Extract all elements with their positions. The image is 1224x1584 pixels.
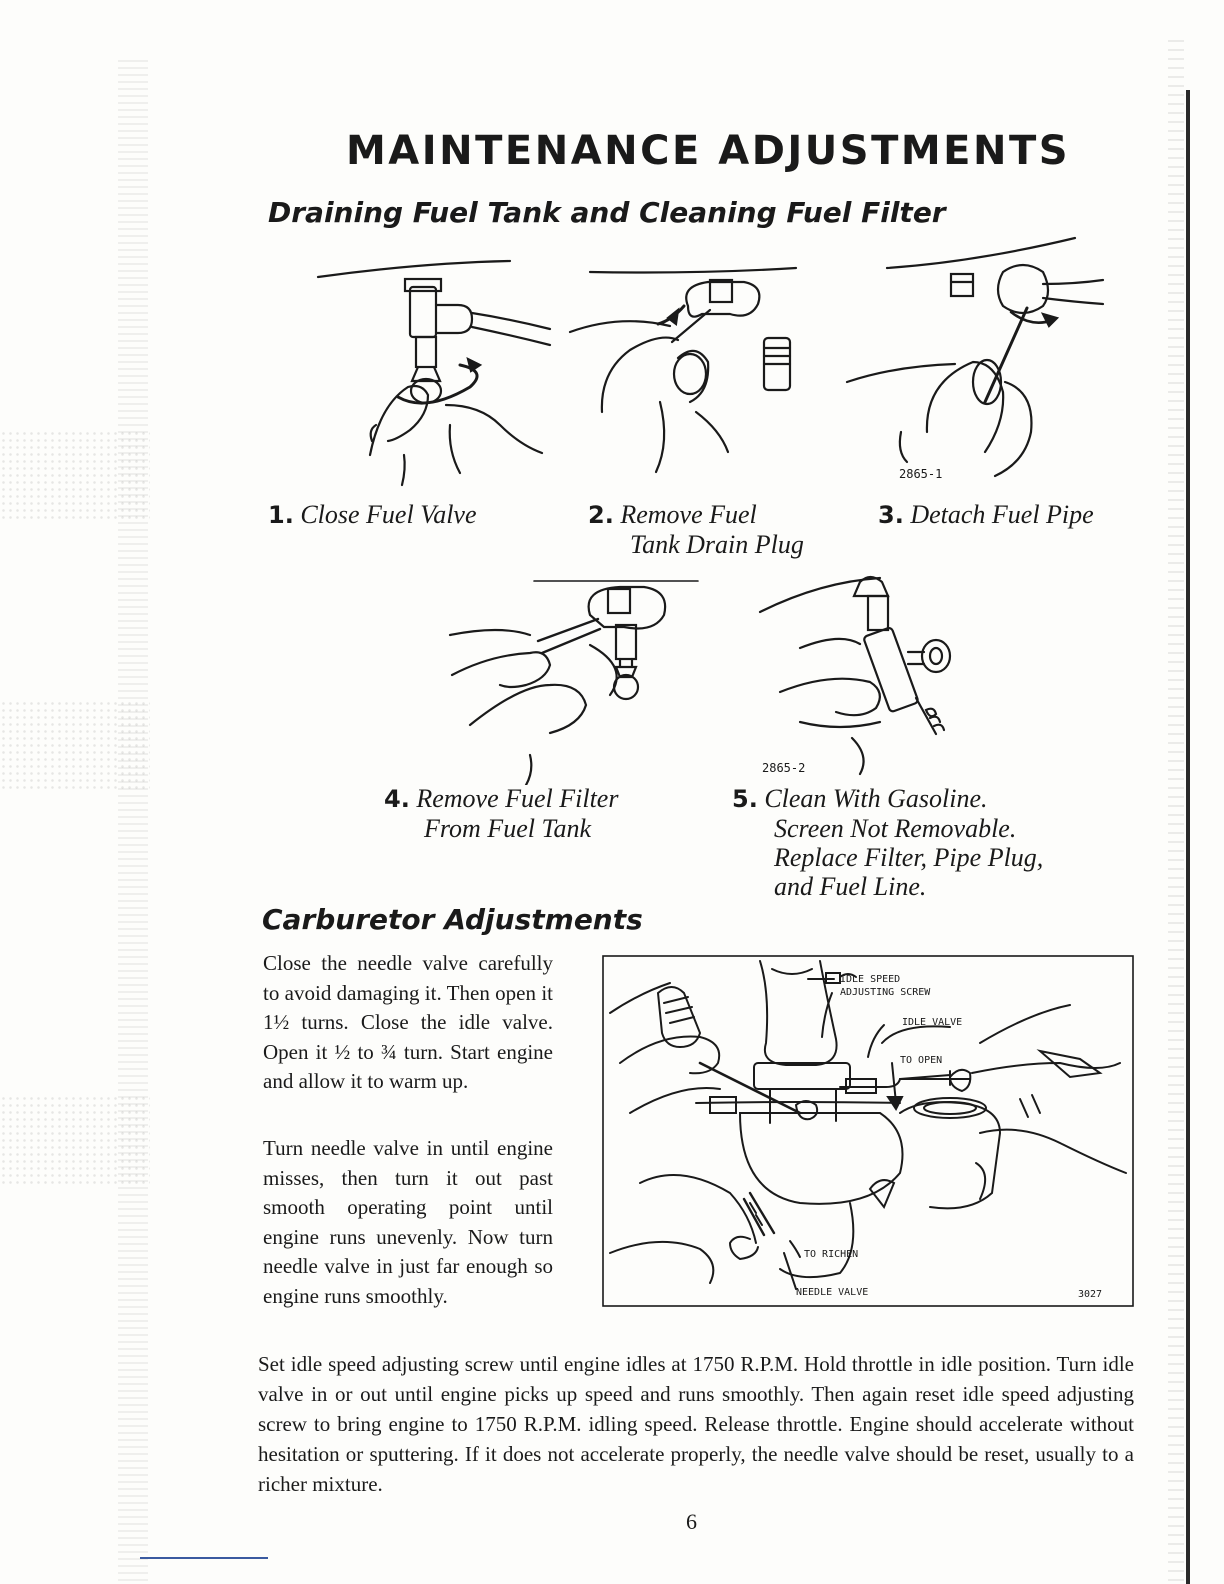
page-title: MAINTENANCE ADJUSTMENTS [346,128,1071,174]
right-edge-rule [1186,90,1190,1584]
step-2-text-line2: Tank Drain Plug [630,530,804,559]
step-4-caption [384,784,618,843]
step-5-text-line1: Clean With Gasoline. [764,784,988,813]
carburetor-paragraph-3: Set idle speed adjusting screw until engine idles at 1750 R.P.M. Hold throttle in idle position. Turn idle valve in or out until engine picks up speed and runs smoothly. Then again reset idle speed adjusting screw to bring engine to 1750 R.P.M. idling speed. Release throttle. Engine should accelerate without hesitation or sputtering. If it does not accelerate properly, the needle valve should be reset, usually to a richer mixture. [258,1352,1134,1496]
label-adjusting-screw: ADJUSTING SCREW [840,987,931,998]
figure-close-fuel-valve [310,255,560,490]
step-1-number: 1. [268,501,294,529]
step-4-text-line2: From Fuel Tank [424,814,592,843]
step-3-text: Detach Fuel Pipe [910,500,1094,529]
figure-detach-fuel-pipe [835,232,1110,490]
step-5-number: 5. [732,785,758,813]
figure-number-2865-2: 2865-2 [762,761,806,775]
figure-remove-drain-plug [560,262,830,490]
label-idle-speed: IDLE SPEED [840,974,901,985]
page-number: 6 [686,1509,697,1534]
carburetor-paragraph-2: Turn needle valve in until engine misses, then turn it out past smooth operating point until engine runs unevenly. Now turn needle valve in just far enough so engine runs smoothly. [263,1136,553,1308]
binding-shadow [118,60,148,1584]
label-idle-valve: IDLE VALVE [902,1017,963,1028]
figure-number-2865-1: 2865-1 [899,467,943,481]
step-3-caption [878,500,1094,530]
scan-speckle [0,700,150,790]
scan-speckle [0,1095,150,1185]
scan-speckle [0,430,150,520]
carburetor-section-heading: Carburetor Adjustments [262,903,643,936]
bottom-edge-mark [140,1557,268,1559]
step-5-text-line4: and Fuel Line. [774,872,927,901]
step-4-text-line1: Remove Fuel Filter [416,784,619,813]
figure-clean-filter [740,572,970,794]
step-2-caption [588,500,804,559]
right-edge-shadow [1168,40,1184,1584]
label-to-richen: TO RICHEN [804,1249,859,1260]
carburetor-paragraph-1: Close the needle valve carefully to avoid damaging it. Then open it 1½ turns. Close the idle valve. Open it ½ to ¾ turn. Start engine and allow it to warm up. [263,951,553,1093]
step-1-text: Close Fuel Valve [300,500,477,529]
figure-remove-fuel-filter [430,575,700,785]
step-3-number: 3. [878,501,904,529]
step-2-number: 2. [588,501,614,529]
label-needle-valve: NEEDLE VALVE [796,1287,869,1298]
step-5-text-line3: Replace Filter, Pipe Plug, [774,843,1044,872]
figure-number-3027: 3027 [1078,1289,1103,1300]
fuel-section-heading: Draining Fuel Tank and Cleaning Fuel Filter [268,196,946,229]
figure-carburetor [600,953,1136,1309]
step-1-caption [268,500,477,530]
step-5-caption [732,784,1043,901]
label-to-open: TO OPEN [900,1055,943,1066]
step-4-number: 4. [384,785,410,813]
step-5-text-line2: Screen Not Removable. [774,814,1017,843]
step-2-text-line1: Remove Fuel [620,500,757,529]
